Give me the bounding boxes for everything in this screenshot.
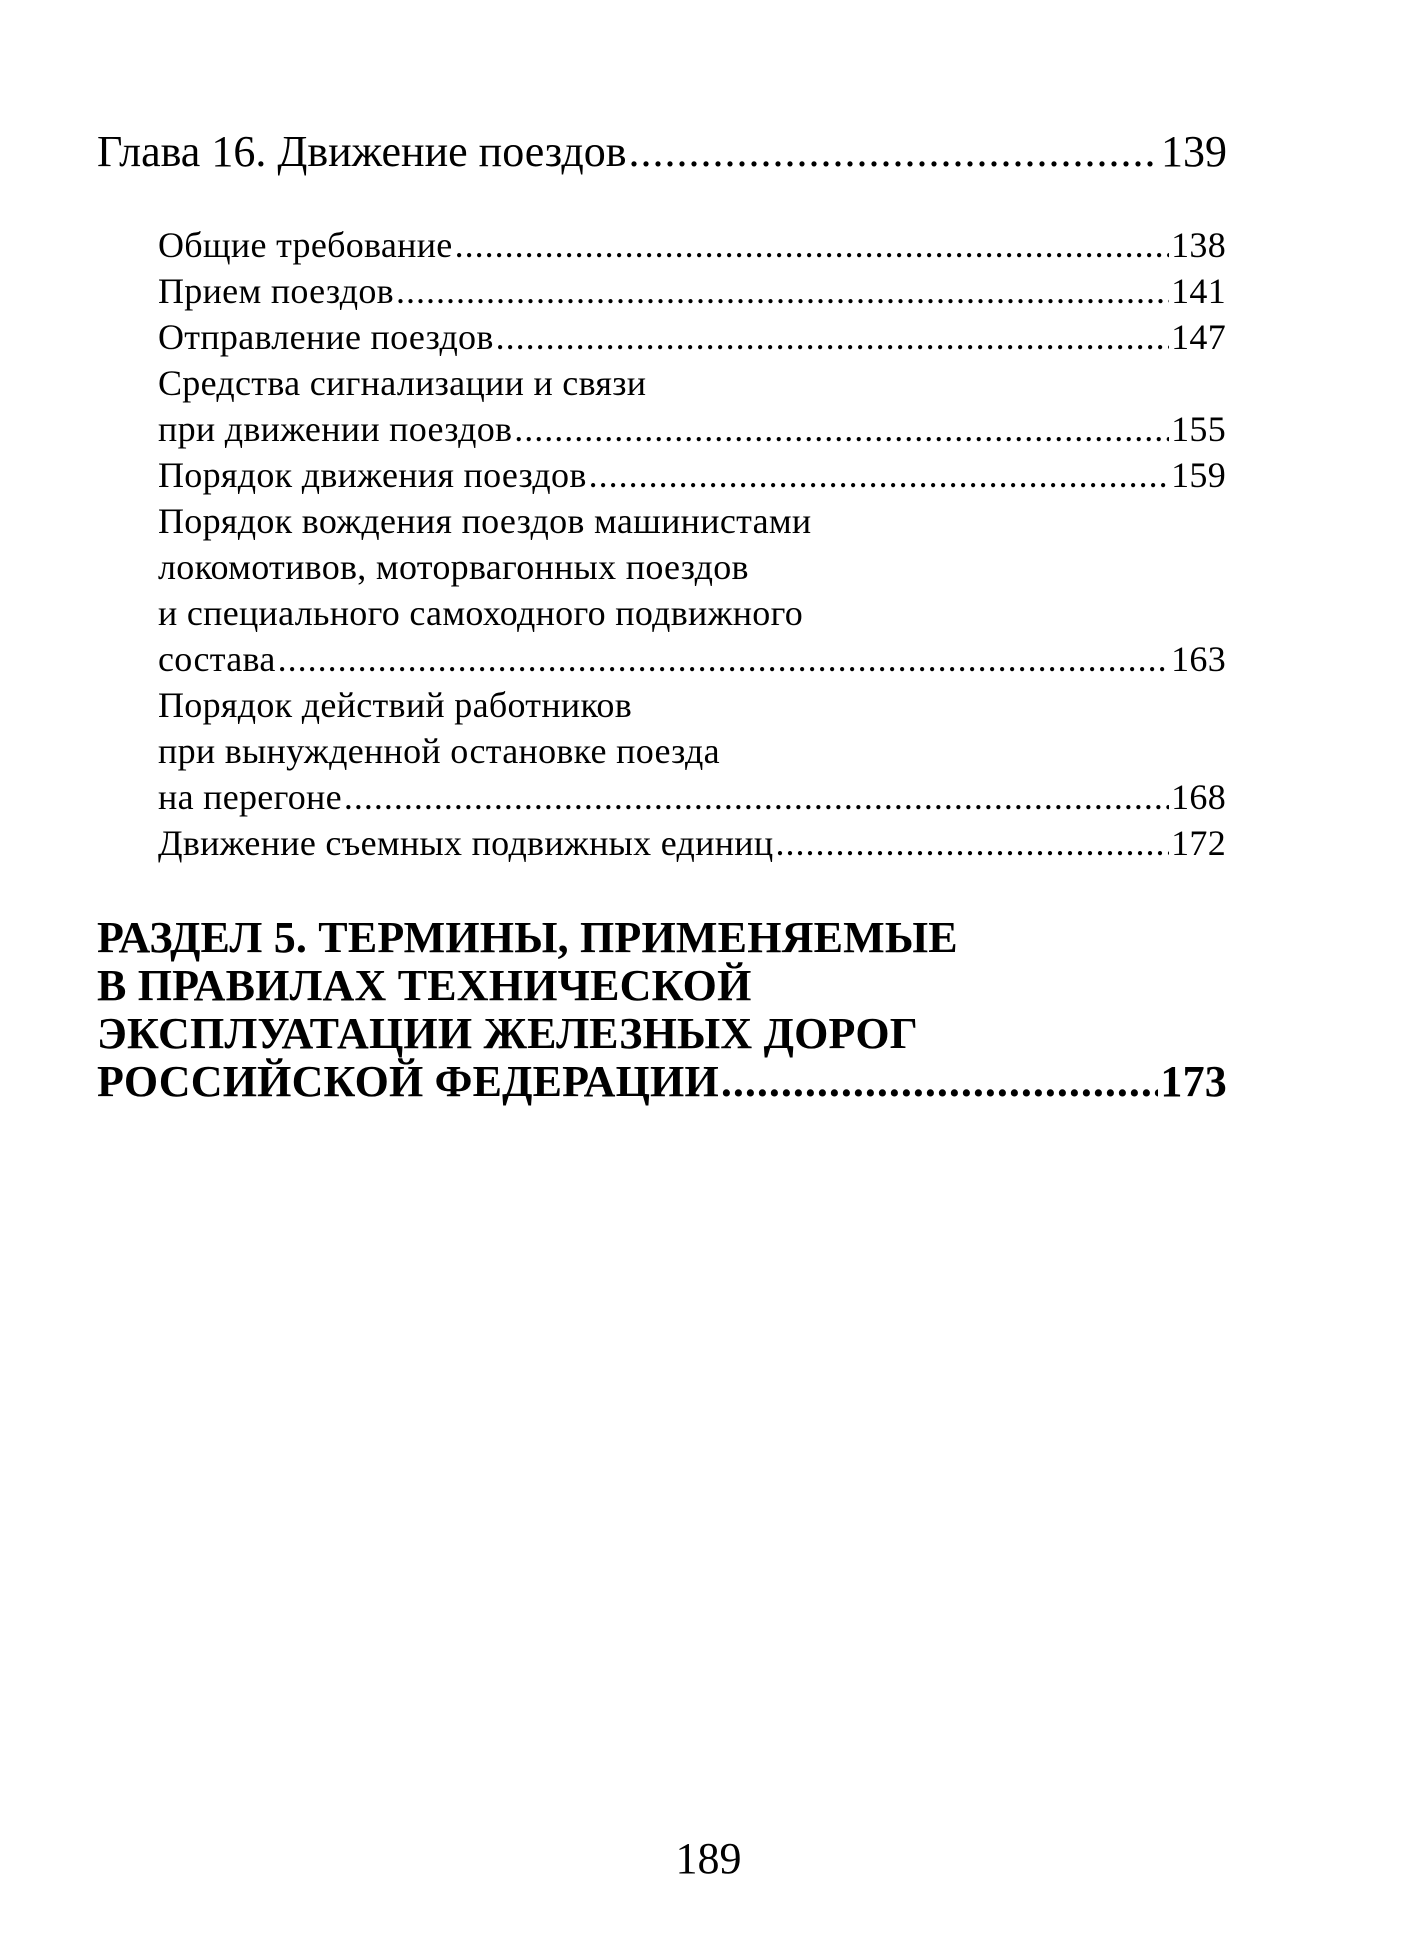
chapter-entry	[97, 126, 1227, 177]
entry-page: 147	[1171, 317, 1226, 357]
chapter-title: Глава 16. Движение поездов	[97, 127, 627, 176]
entry-line: локомотивов, моторвагонных поездов	[158, 547, 749, 587]
entry-page: 138	[1171, 225, 1226, 265]
toc-entry	[158, 270, 1226, 312]
toc-entry	[158, 224, 1226, 266]
leader-dots	[775, 822, 1169, 864]
entry-page: 168	[1171, 777, 1226, 817]
section-heading-line: В ПРАВИЛАХ ТЕХНИЧЕСКОЙ	[97, 961, 752, 1010]
toc-entry	[158, 776, 1226, 818]
entry-title: на перегоне	[158, 777, 342, 817]
toc-entry	[158, 822, 1226, 864]
section-heading-line: РАЗДЕЛ 5. ТЕРМИНЫ, ПРИМЕНЯЕМЫЕ	[97, 913, 958, 962]
entry-title: состава	[158, 639, 276, 679]
entry-line: Средства сигнализации и связи	[158, 363, 647, 403]
entry-title: Порядок движения поездов	[158, 455, 587, 495]
entry-line: Порядок вождения поездов машинистами	[158, 501, 812, 541]
section-page: 173	[1160, 1057, 1227, 1106]
section-heading-line: ЭКСПЛУАТАЦИИ ЖЕЛЕЗНЫХ ДОРОГ	[97, 1009, 918, 1058]
leader-dots	[344, 776, 1169, 818]
leader-dots	[721, 1056, 1159, 1107]
entry-line: и специального самоходного подвижного	[158, 593, 804, 633]
toc-entry	[158, 316, 1226, 358]
entry-page: 141	[1171, 271, 1226, 311]
section-title: РОССИЙСКОЙ ФЕДЕРАЦИИ	[97, 1057, 719, 1106]
entry-title: Прием поездов	[158, 271, 394, 311]
chapter-page: 139	[1161, 127, 1227, 176]
entry-title: Отправление поездов	[158, 317, 494, 357]
page-number: 189	[675, 1834, 742, 1883]
leader-dots	[396, 270, 1169, 312]
entry-title: Движение съемных подвижных единиц	[158, 823, 774, 863]
section-entry	[97, 1056, 1227, 1107]
entry-title: Общие требование	[158, 225, 453, 265]
leader-dots	[589, 454, 1169, 496]
leader-dots	[496, 316, 1169, 358]
toc-entry	[158, 638, 1226, 680]
entry-title: при движении поездов	[158, 409, 513, 449]
entry-page: 163	[1171, 639, 1226, 679]
entry-line: Порядок действий работников	[158, 685, 633, 725]
leader-dots	[514, 408, 1169, 450]
entry-page: 155	[1171, 409, 1226, 449]
entry-line: при вынужденной остановке поезда	[158, 731, 720, 771]
entry-page: 159	[1171, 455, 1226, 495]
entry-page: 172	[1171, 823, 1226, 863]
leader-dots	[629, 126, 1159, 177]
leader-dots	[455, 224, 1170, 266]
leader-dots	[278, 638, 1169, 680]
toc-entry	[158, 408, 1226, 450]
toc-entry	[158, 454, 1226, 496]
